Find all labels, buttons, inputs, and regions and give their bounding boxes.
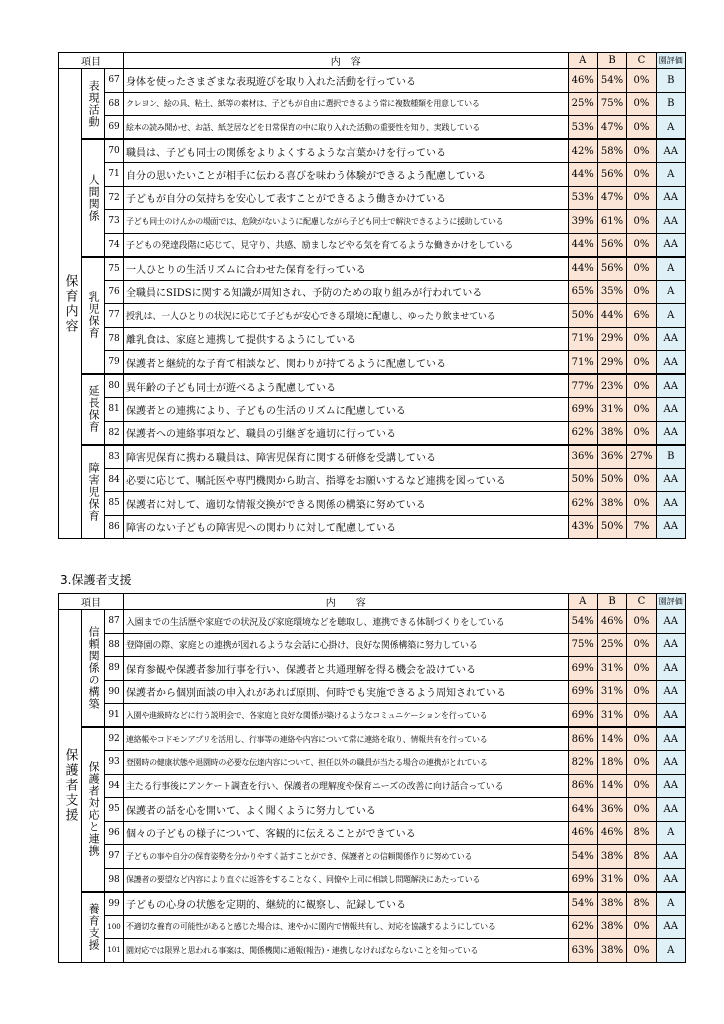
rating-a: 53% — [568, 116, 597, 140]
item-number: 67 — [105, 69, 124, 93]
table-row — [59, 92, 686, 116]
rating-b: 36% — [597, 445, 626, 469]
table-row — [59, 939, 686, 963]
item-number: 87 — [105, 610, 124, 634]
item-content: 子どもが自分の気持ちを安心して表すことができるよう働きかけている — [123, 186, 568, 210]
rating-c: 0% — [627, 704, 656, 728]
rating-c: 8% — [627, 821, 656, 845]
item-number: 78 — [105, 327, 124, 351]
header-grade: 園評価 — [656, 53, 685, 69]
item-number: 100 — [105, 915, 124, 939]
item-content: 入園までの生活歴や家庭での状況及び家庭環境などを聴取し、連携できる体制づくりをしている — [123, 610, 568, 634]
rating-a: 36% — [568, 445, 597, 469]
rating-c: 0% — [627, 751, 656, 775]
header-c: C — [627, 53, 656, 69]
rating-c: 7% — [627, 515, 656, 539]
school-grade: AA — [656, 798, 685, 822]
header-item: 項目 — [59, 53, 124, 69]
rating-a: 77% — [568, 374, 597, 398]
rating-c: 0% — [627, 727, 656, 751]
rating-c: 0% — [627, 610, 656, 634]
rating-c: 8% — [627, 845, 656, 869]
school-grade: AA — [656, 374, 685, 398]
table-row — [59, 421, 686, 445]
rating-a: 50% — [568, 304, 597, 328]
item-number: 91 — [105, 704, 124, 728]
table-row — [59, 398, 686, 422]
item-content: 保護者に対して、適切な情報交換ができる関係の構築に努めている — [123, 492, 568, 516]
table-row — [59, 821, 686, 845]
group-label: 乳児保育 — [82, 257, 105, 375]
school-grade: AA — [656, 398, 685, 422]
group-label: 延長保育 — [82, 374, 105, 445]
item-content: 職員は、子ども同士の関係をよりよくするような言葉かけを行っている — [123, 139, 568, 163]
item-number: 80 — [105, 374, 124, 398]
item-number: 95 — [105, 798, 124, 822]
table-row — [59, 892, 686, 916]
rating-a: 69% — [568, 657, 597, 681]
rating-a: 53% — [568, 186, 597, 210]
group-label: 養育支援 — [82, 892, 105, 963]
item-number: 98 — [105, 868, 124, 892]
rating-a: 69% — [568, 704, 597, 728]
item-number: 93 — [105, 751, 124, 775]
school-grade: A — [656, 892, 685, 916]
item-number: 84 — [105, 468, 124, 492]
table-row — [59, 139, 686, 163]
item-number: 96 — [105, 821, 124, 845]
table-row — [59, 468, 686, 492]
item-content: 保護者の話を心を開いて、よく聞くように努力している — [123, 798, 568, 822]
header-content: 内 容 — [123, 594, 568, 610]
rating-a: 39% — [568, 210, 597, 234]
item-content: 子どもの事や自分の保育姿勢を分かりやすく話すことができ、保護者との信頼関係作りに努めている — [123, 845, 568, 869]
item-number: 101 — [105, 939, 124, 963]
table-row — [59, 868, 686, 892]
item-content: 障害のない子どもの障害児への関わりに対して配慮している — [123, 515, 568, 539]
group-label: 表現活動 — [82, 69, 105, 140]
school-grade: AA — [656, 186, 685, 210]
item-content: 登降園の際、家庭との連携が図れるような会話に心掛け、良好な関係構築に努力している — [123, 633, 568, 657]
item-number: 97 — [105, 845, 124, 869]
item-number: 74 — [105, 233, 124, 257]
table-row — [59, 116, 686, 140]
school-grade: AA — [656, 610, 685, 634]
rating-b: 50% — [597, 468, 626, 492]
rating-c: 0% — [627, 915, 656, 939]
school-grade: AA — [656, 774, 685, 798]
rating-a: 69% — [568, 398, 597, 422]
rating-c: 0% — [627, 69, 656, 93]
school-grade: AA — [656, 727, 685, 751]
table-body — [59, 610, 686, 963]
rating-a: 44% — [568, 257, 597, 281]
item-content: 主たる行事後にアンケート調査を行い、保護者の理解度や保育ニーズの改善に向け話合っている — [123, 774, 568, 798]
table-row — [59, 280, 686, 304]
rating-c: 0% — [627, 374, 656, 398]
school-grade: AA — [656, 751, 685, 775]
rating-a: 86% — [568, 774, 597, 798]
school-grade: B — [656, 69, 685, 93]
school-grade: A — [656, 163, 685, 187]
item-content: 必要に応じて、嘱託医や専門機関から助言、指導をお願いするなど連携を図っている — [123, 468, 568, 492]
header-a: A — [568, 53, 597, 69]
item-content: 自分の思いたいことが相手に伝わる喜びを味わう体験ができるよう配慮している — [123, 163, 568, 187]
rating-a: 44% — [568, 233, 597, 257]
table-row — [59, 163, 686, 187]
table-row — [59, 210, 686, 234]
table-row — [59, 492, 686, 516]
item-number: 88 — [105, 633, 124, 657]
rating-b: 38% — [597, 915, 626, 939]
item-content: 子ども同士のけんかの場面では、危険がないように配慮しながら子ども同士で解決できるように援助している — [123, 210, 568, 234]
school-grade: B — [656, 445, 685, 469]
rating-b: 38% — [597, 492, 626, 516]
rating-c: 0% — [627, 233, 656, 257]
header-a: A — [568, 594, 597, 610]
item-number: 83 — [105, 445, 124, 469]
rating-b: 14% — [597, 727, 626, 751]
item-content: 全職員にSIDSに関する知識が周知され、予防のための取り組みが行われている — [123, 280, 568, 304]
item-content: 入園や進級時などに行う説明会で、各家庭と良好な関係が築けるようなコミュニケーションを行っている — [123, 704, 568, 728]
school-grade: AA — [656, 421, 685, 445]
rating-a: 43% — [568, 515, 597, 539]
school-grade: AA — [656, 468, 685, 492]
rating-a: 50% — [568, 468, 597, 492]
table-row — [59, 69, 686, 93]
rating-a: 54% — [568, 610, 597, 634]
item-content: 保育参観や保護者参加行事を行い、保護者と共通理解を得る機会を設けている — [123, 657, 568, 681]
rating-c: 0% — [627, 210, 656, 234]
item-number: 75 — [105, 257, 124, 281]
rating-c: 0% — [627, 492, 656, 516]
rating-c: 0% — [627, 868, 656, 892]
rating-b: 44% — [597, 304, 626, 328]
table-header — [59, 53, 686, 69]
item-number: 86 — [105, 515, 124, 539]
rating-b: 29% — [597, 327, 626, 351]
rating-c: 0% — [627, 92, 656, 116]
rating-a: 69% — [568, 680, 597, 704]
school-grade: AA — [656, 515, 685, 539]
rating-c: 0% — [627, 139, 656, 163]
rating-b: 38% — [597, 892, 626, 916]
item-number: 79 — [105, 351, 124, 375]
header-grade: 園評価 — [656, 594, 685, 610]
rating-a: 62% — [568, 421, 597, 445]
item-content: 保護者から個別面談の申入れがあれば原則、何時でも実施できるよう周知されている — [123, 680, 568, 704]
table-row — [59, 351, 686, 375]
school-grade: AA — [656, 704, 685, 728]
rating-b: 46% — [597, 610, 626, 634]
item-number: 72 — [105, 186, 124, 210]
table-row — [59, 727, 686, 751]
rating-a: 82% — [568, 751, 597, 775]
item-content: 保護者への連絡事項など、職員の引継ぎを適切に行っている — [123, 421, 568, 445]
table-row — [59, 233, 686, 257]
rating-b: 58% — [597, 139, 626, 163]
item-content: 子どもの発達段階に応じて、見守り、共感、励ましなどやる気を育てるような働きかけをしている — [123, 233, 568, 257]
table-row — [59, 751, 686, 775]
item-content: 異年齢の子ども同士が遊べるよう配慮している — [123, 374, 568, 398]
rating-c: 0% — [627, 633, 656, 657]
rating-a: 63% — [568, 939, 597, 963]
school-grade: AA — [656, 492, 685, 516]
rating-b: 38% — [597, 421, 626, 445]
table-row — [59, 186, 686, 210]
rating-c: 6% — [627, 304, 656, 328]
rating-c: 0% — [627, 657, 656, 681]
item-content: 身体を使ったさまざまな表現遊びを取り入れた活動を行っている — [123, 69, 568, 93]
rating-a: 25% — [568, 92, 597, 116]
rating-b: 29% — [597, 351, 626, 375]
rating-a: 42% — [568, 139, 597, 163]
item-content: クレヨン、絵の具、粘土、紙等の素材は、子どもが自由に選択できるよう常に複数種類を用意している — [123, 92, 568, 116]
rating-b: 31% — [597, 868, 626, 892]
item-content: 絵本の読み聞かせ、お話、紙芝居などを日常保育の中に取り入れた活動の重要性を知り、実践している — [123, 116, 568, 140]
school-grade: A — [656, 939, 685, 963]
item-content: 個々の子どもの様子について、客観的に伝えることができている — [123, 821, 568, 845]
group-label: 人間関係 — [82, 139, 105, 257]
rating-a: 71% — [568, 351, 597, 375]
rating-a: 86% — [568, 727, 597, 751]
rating-c: 0% — [627, 116, 656, 140]
rating-b: 31% — [597, 680, 626, 704]
school-grade: AA — [656, 351, 685, 375]
rating-b: 50% — [597, 515, 626, 539]
item-number: 73 — [105, 210, 124, 234]
table-row — [59, 633, 686, 657]
rating-a: 46% — [568, 69, 597, 93]
table-row — [59, 445, 686, 469]
item-number: 71 — [105, 163, 124, 187]
school-grade: AA — [656, 633, 685, 657]
rating-b: 54% — [597, 69, 626, 93]
school-grade: A — [656, 257, 685, 281]
table-body — [59, 69, 686, 539]
school-grade: A — [656, 304, 685, 328]
rating-a: 46% — [568, 821, 597, 845]
group-label: 障害児保育 — [82, 445, 105, 539]
rating-b: 23% — [597, 374, 626, 398]
table-row — [59, 680, 686, 704]
school-grade: AA — [656, 657, 685, 681]
item-content: 子どもの心身の状態を定期的、継続的に観察し、記録している — [123, 892, 568, 916]
rating-c: 0% — [627, 327, 656, 351]
item-number: 82 — [105, 421, 124, 445]
rating-a: 62% — [568, 915, 597, 939]
school-grade: A — [656, 280, 685, 304]
rating-a: 54% — [568, 892, 597, 916]
school-grade: AA — [656, 210, 685, 234]
rating-b: 56% — [597, 257, 626, 281]
rating-b: 31% — [597, 704, 626, 728]
school-grade: AA — [656, 868, 685, 892]
school-grade: AA — [656, 233, 685, 257]
item-content: 離乳食は、家庭と連携して提供するようにしている — [123, 327, 568, 351]
header-c: C — [627, 594, 656, 610]
school-grade: AA — [656, 327, 685, 351]
rating-a: 65% — [568, 280, 597, 304]
item-content: 登園時の健康状態や退園時の必要な伝達内容について、担任以外の職員が当たる場合の連携がとれている — [123, 751, 568, 775]
table-row — [59, 915, 686, 939]
rating-b: 56% — [597, 163, 626, 187]
rating-a: 75% — [568, 633, 597, 657]
rating-c: 0% — [627, 774, 656, 798]
rating-b: 31% — [597, 398, 626, 422]
rating-b: 38% — [597, 845, 626, 869]
rating-a: 71% — [568, 327, 597, 351]
rating-c: 0% — [627, 280, 656, 304]
item-number: 68 — [105, 92, 124, 116]
table-row — [59, 515, 686, 539]
section-label: 保護者支援 — [59, 610, 82, 963]
table-row — [59, 774, 686, 798]
rating-b: 18% — [597, 751, 626, 775]
evaluation-table-parent-support — [58, 593, 686, 963]
rating-c: 0% — [627, 163, 656, 187]
group-label: 信頼関係の構築 — [82, 610, 105, 728]
table-row — [59, 704, 686, 728]
table-row — [59, 657, 686, 681]
item-number: 76 — [105, 280, 124, 304]
rating-b: 35% — [597, 280, 626, 304]
header-item: 項目 — [59, 594, 124, 610]
header-b: B — [597, 594, 626, 610]
school-grade: AA — [656, 915, 685, 939]
table-row — [59, 610, 686, 634]
rating-c: 8% — [627, 892, 656, 916]
item-number: 94 — [105, 774, 124, 798]
item-number: 70 — [105, 139, 124, 163]
table-row — [59, 257, 686, 281]
table-row — [59, 304, 686, 328]
school-grade: AA — [656, 139, 685, 163]
item-number: 92 — [105, 727, 124, 751]
rating-b: 38% — [597, 939, 626, 963]
rating-c: 0% — [627, 939, 656, 963]
item-number: 90 — [105, 680, 124, 704]
item-number: 77 — [105, 304, 124, 328]
rating-a: 62% — [568, 492, 597, 516]
rating-a: 64% — [568, 798, 597, 822]
school-grade: A — [656, 116, 685, 140]
table-row — [59, 845, 686, 869]
rating-a: 69% — [568, 868, 597, 892]
rating-c: 0% — [627, 257, 656, 281]
item-content: 連絡帳やコドモンアプリを活用し、行事等の連絡や内容について常に連絡を取り、情報共有を行っている — [123, 727, 568, 751]
school-grade: AA — [656, 680, 685, 704]
rating-b: 61% — [597, 210, 626, 234]
table-row — [59, 327, 686, 351]
rating-b: 47% — [597, 116, 626, 140]
rating-c: 0% — [627, 186, 656, 210]
rating-c: 0% — [627, 351, 656, 375]
item-content: 園対応では限界と思われる事案は、関係機関に通報(報告)・連携しなければならないことを知っている — [123, 939, 568, 963]
rating-c: 0% — [627, 421, 656, 445]
school-grade: A — [656, 821, 685, 845]
group-label: 保護者対応と連携 — [82, 727, 105, 892]
item-content: 保護者と継続的な子育て相談など、関わりが持てるように配慮している — [123, 351, 568, 375]
rating-b: 31% — [597, 657, 626, 681]
item-number: 69 — [105, 116, 124, 140]
item-content: 不適切な養育の可能性があると感じた場合は、速やかに園内で情報共有し、対応を協議するようにしている — [123, 915, 568, 939]
rating-c: 0% — [627, 680, 656, 704]
school-grade: B — [656, 92, 685, 116]
rating-b: 25% — [597, 633, 626, 657]
item-number: 85 — [105, 492, 124, 516]
rating-c: 27% — [627, 445, 656, 469]
rating-c: 0% — [627, 398, 656, 422]
header-b: B — [597, 53, 626, 69]
rating-a: 54% — [568, 845, 597, 869]
rating-b: 56% — [597, 233, 626, 257]
item-content: 障害児保育に携わる職員は、障害児保育に関する研修を受講している — [123, 445, 568, 469]
rating-c: 0% — [627, 468, 656, 492]
item-content: 保護者の要望など内容により直ぐに返答をすることなく、同僚や上司に相談し問題解決にあたっている — [123, 868, 568, 892]
item-content: 授乳は、一人ひとりの状況に応じて子どもが安心できる環境に配慮し、ゆったり飲ませている — [123, 304, 568, 328]
table-row — [59, 798, 686, 822]
rating-b: 36% — [597, 798, 626, 822]
rating-b: 75% — [597, 92, 626, 116]
rating-b: 47% — [597, 186, 626, 210]
section-label: 保育内容 — [59, 69, 82, 539]
school-grade: AA — [656, 845, 685, 869]
rating-c: 0% — [627, 798, 656, 822]
rating-b: 46% — [597, 821, 626, 845]
item-number: 81 — [105, 398, 124, 422]
table-header — [59, 594, 686, 610]
item-content: 一人ひとりの生活リズムに合わせた保育を行っている — [123, 257, 568, 281]
rating-a: 44% — [568, 163, 597, 187]
table-row — [59, 374, 686, 398]
item-content: 保護者との連携により、子どもの生活のリズムに配慮している — [123, 398, 568, 422]
header-content: 内 容 — [123, 53, 568, 69]
item-number: 99 — [105, 892, 124, 916]
rating-b: 14% — [597, 774, 626, 798]
section-title-parent-support: 3.保護者支援 — [60, 573, 132, 587]
evaluation-table-childcare — [58, 52, 686, 539]
item-number: 89 — [105, 657, 124, 681]
